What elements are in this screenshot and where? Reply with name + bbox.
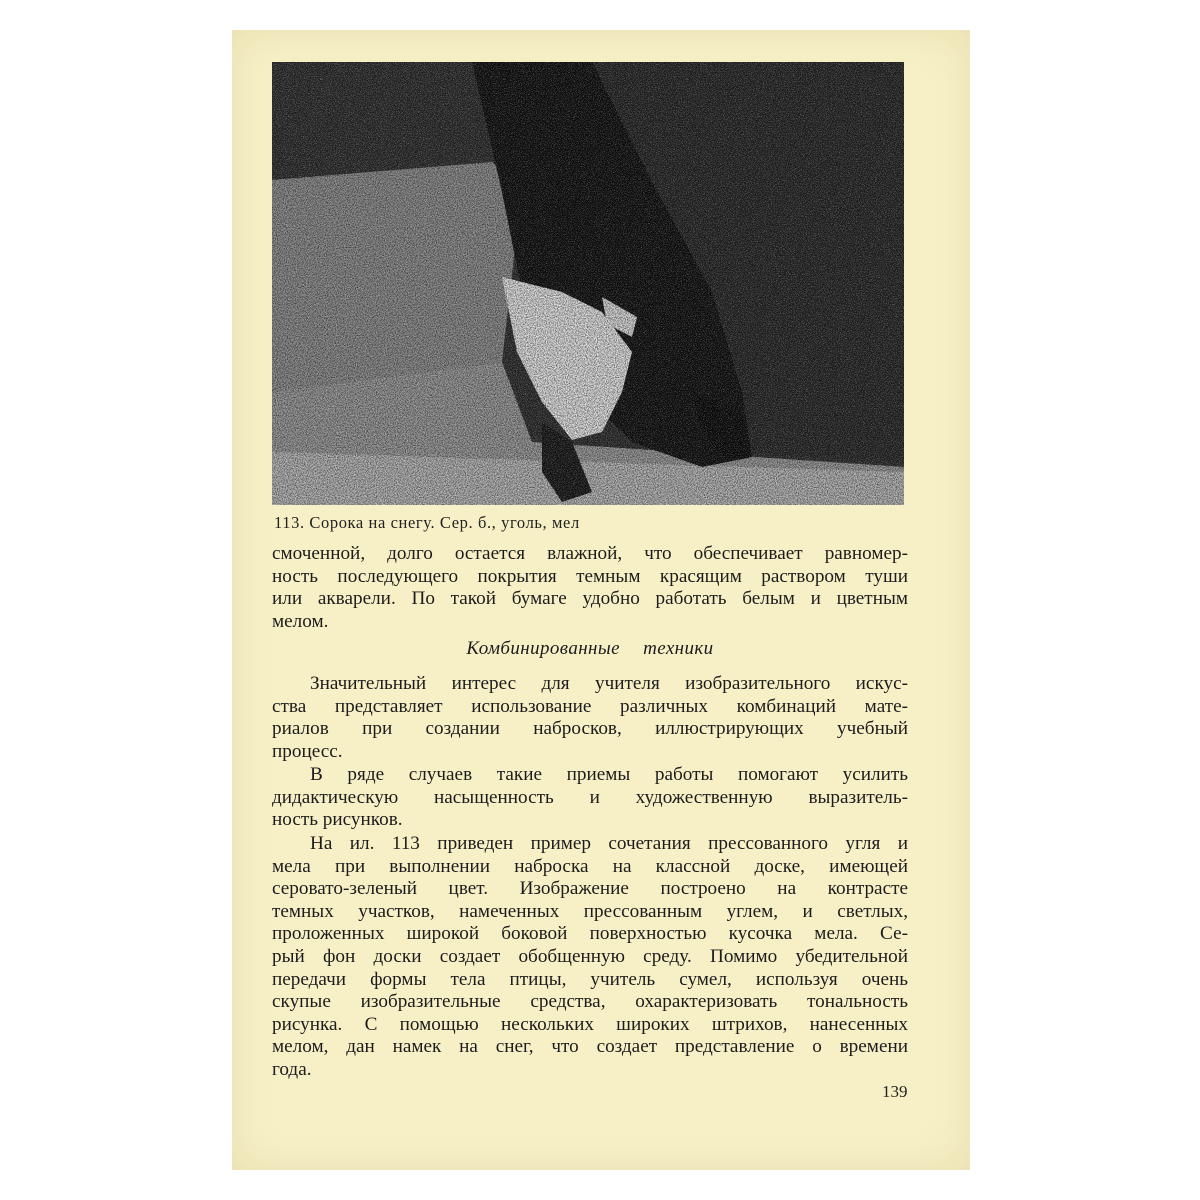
text-line: мелом. xyxy=(272,610,329,632)
text-line: ства представляет использование различных комбинаций мате- xyxy=(272,695,908,717)
book-page xyxy=(232,30,970,1170)
text-line: мелом, дан намек на снег, что создает представление о времени xyxy=(272,1036,908,1058)
page-number: 139 xyxy=(882,1082,908,1101)
text-line: Значительный интерес для учителя изобразительного искус- xyxy=(310,673,908,694)
text-line: дидактическую насыщенность и художественную выразитель- xyxy=(272,786,908,808)
paragraph-1 xyxy=(272,673,908,763)
magpie-drawing xyxy=(272,62,904,505)
text-line: или акварели. По такой бумаге удобно работать белым и цветным xyxy=(272,588,908,610)
text-line: рый фон доски создает обобщенную среду. Помимо убедительной xyxy=(272,945,908,967)
text-line: года. xyxy=(272,1058,312,1080)
magpie-illustration xyxy=(272,62,904,505)
text-line: На ил. 113 приведен пример сочетания прессованного угля и xyxy=(310,833,908,854)
text-line: процесс. xyxy=(272,740,343,762)
text-line: смоченной, долго остается влажной, что обеспечивает равномер- xyxy=(272,543,908,564)
text-line: ность последующего покрытия темным красящим раствором туши xyxy=(272,565,908,587)
figure-caption: 113. Сорока на снегу. Сер. б., уголь, мел xyxy=(274,513,580,532)
text-line: скупые изобразительные средства, охарактеризовать тональность xyxy=(272,991,908,1013)
paragraph-top xyxy=(272,543,908,633)
text-line: мела при выполнении наброска на классной доске, имеющей xyxy=(272,855,908,877)
text-line: рисунка. С помощью нескольких широких штрихов, нанесенных xyxy=(272,1013,908,1035)
text-line: серовато-зеленый цвет. Изображение построено на контрасте xyxy=(272,878,908,900)
paragraph-2 xyxy=(272,764,908,832)
text-line: проложенных широкой боковой поверхностью кусочка мела. Се- xyxy=(272,923,908,945)
text-line: риалов при создании набросков, иллюстрирующих учебный xyxy=(272,718,908,740)
text-line: В ряде случаев такие приемы работы помогают усилить xyxy=(310,764,908,785)
section-heading: Комбинированные техники xyxy=(466,638,714,659)
paragraph-3 xyxy=(272,833,908,1082)
text-line: темных участков, намеченных прессованным углем, и светлых, xyxy=(272,900,908,922)
text-line: передачи формы тела птицы, учитель сумел, используя очень xyxy=(272,968,908,990)
text-line: ность рисунков. xyxy=(272,809,403,831)
